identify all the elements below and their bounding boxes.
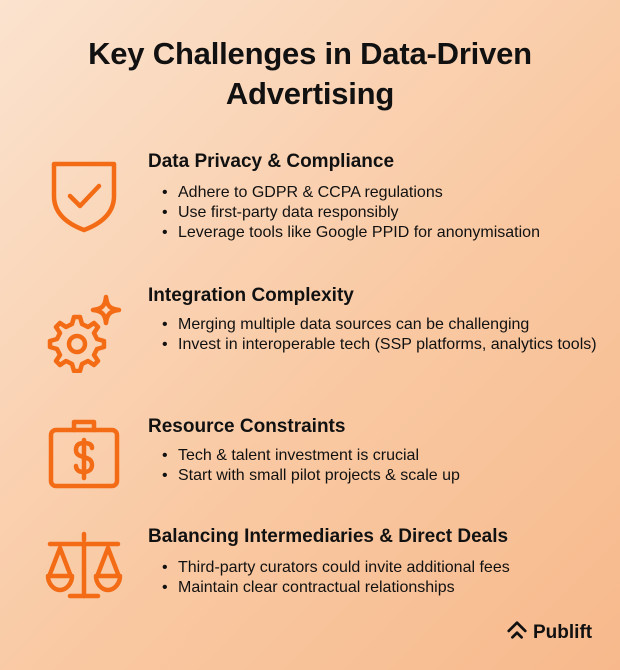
publift-brand bbox=[506, 619, 592, 647]
bullet-list bbox=[162, 315, 602, 355]
bullet-item: • Maintain clear contractual relationships bbox=[162, 578, 602, 598]
section-heading: Resource Constraints bbox=[148, 416, 346, 437]
bullet-item: • Invest in interoperable tech (SSP platforms, analytics tools) bbox=[162, 335, 602, 355]
bullet-list bbox=[162, 558, 602, 598]
gear-sparkle-icon bbox=[44, 293, 124, 373]
bullet-item: • Third-party curators could invite additional fees bbox=[162, 558, 602, 578]
briefcase-dollar-icon bbox=[44, 412, 124, 492]
scales-icon bbox=[44, 530, 124, 610]
brand-name: Publift bbox=[533, 622, 593, 643]
publift-logo-icon bbox=[506, 619, 528, 647]
bullet-list bbox=[162, 183, 602, 243]
page-title bbox=[0, 34, 620, 114]
title-line-1: Key Challenges in Data-Driven bbox=[88, 36, 532, 71]
section-heading: Integration Complexity bbox=[148, 285, 354, 306]
bullet-item: • Leverage tools like Google PPID for anonymisation bbox=[162, 223, 602, 243]
title-line-2: Advertising bbox=[225, 76, 395, 111]
bullet-item: • Start with small pilot projects & scale up bbox=[162, 466, 602, 486]
bullet-item: • Merging multiple data sources can be challenging bbox=[162, 315, 602, 335]
section-heading: Data Privacy & Compliance bbox=[148, 151, 395, 172]
bullet-item: • Tech & talent investment is crucial bbox=[162, 446, 602, 466]
bullet-item: • Use first-party data responsibly bbox=[162, 203, 602, 223]
bullet-item: • Adhere to GDPR & CCPA regulations bbox=[162, 183, 602, 203]
section-heading: Balancing Intermediaries & Direct Deals bbox=[148, 526, 509, 547]
bullet-list bbox=[162, 446, 602, 486]
shield-check-icon bbox=[44, 156, 124, 236]
